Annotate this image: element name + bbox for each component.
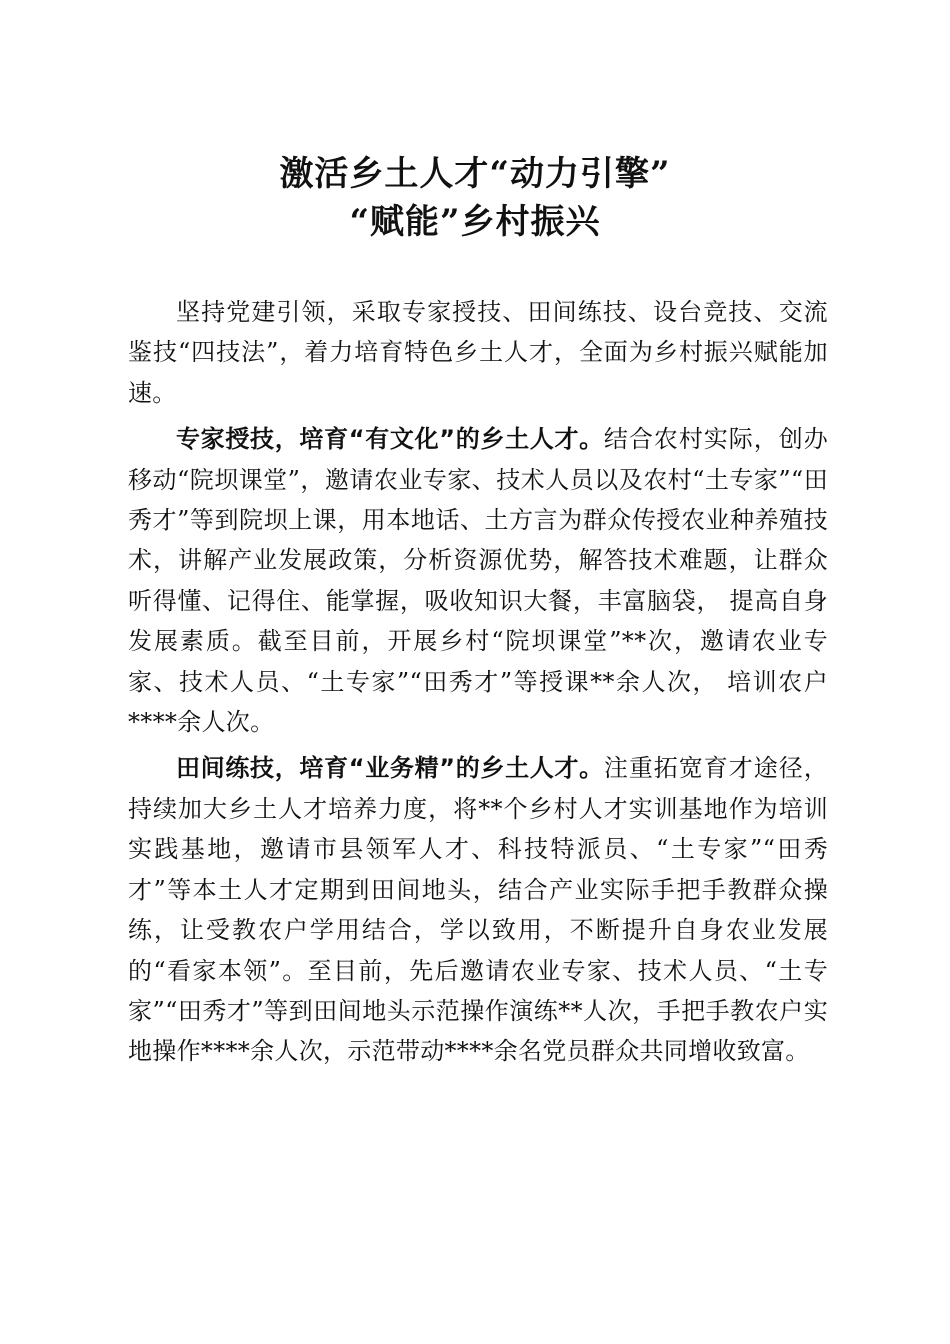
section-text-expert: 结合农村实际，创办移动“院坝课堂”，邀请农业专家、技术人员以及农村“土专家”“田秀才”等到院坝上课，用本地话、土方言为群众传授农业种养殖技术，讲解产业发展政策，分析资源优势，解答技术难题，让群众听得懂、记得住、能掌握，吸收知识大餐，丰富脑袋， 提高自身发展素质。截至目前，开展乡村“院坝课堂”**次，邀请农业专家、技术人员、“土专家”“田秀才”等授课**余人次， 培训农户****余人次。 [128,425,829,737]
section-paragraph-field [128,748,828,1071]
title-line-1: 激活乡土人才“动力引擎” [279,154,671,194]
section-paragraph-expert [128,419,828,742]
section-heading-expert: 专家授技，培育“有文化”的乡土人才。 [176,425,604,454]
title-line-2: “赋能”乡村振兴 [349,202,601,242]
intro-paragraph: 坚持党建引领，采取专家授技、田间练技、设台竞技、交流鉴技“四技法”，着力培育特色乡土人才，全面为乡村振兴赋能加速。 [128,298,828,407]
document-title [0,150,950,246]
section-text-field: 注重拓宽育才途径，持续加大乡土人才培养力度，将**个乡村人才实训基地作为培训实践基地，邀请市县领军人才、科技特派员、“土专家”“田秀才”等本土人才定期到田间地头，结合产业实际手把手教群众操练，让受教农户学用结合，学以致用，不断提升自身农业发展的“看家本领”。至目前，先后邀请农业专家、技术人员、“土专家”“田秀才”等到田间地头示范操作演练**人次，手把手教农户实地操作****余人次，示范带动****余名党员群众共同增收致富。 [128,754,829,1066]
document-body [128,292,828,1078]
section-heading-field: 田间练技，培育“业务精”的乡土人才。 [176,754,604,783]
